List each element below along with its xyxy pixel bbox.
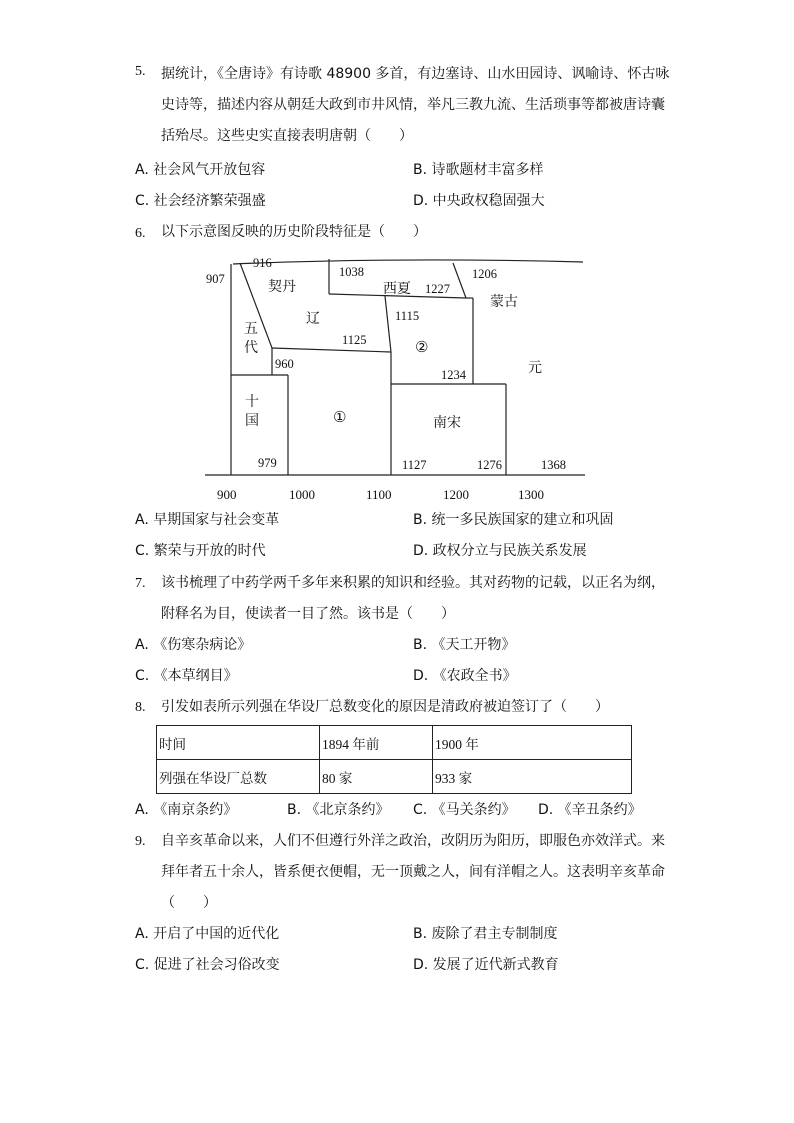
question-number: 8. <box>135 700 146 715</box>
option-a[interactable]: A. 早期国家与社会变革 <box>135 512 280 528</box>
option-b[interactable]: B. 统一多民族国家的建立和巩固 <box>413 512 614 528</box>
year-label: 979 <box>258 456 277 470</box>
question-text-line: 史诗等，描述内容从朝廷大政到市井风情，举凡三教九流、生活琐事等都被唐诗囊 <box>161 97 665 113</box>
region-label-menggu: 蒙古 <box>490 294 518 310</box>
year-label: 1227 <box>425 282 450 296</box>
year-label: 907 <box>206 272 225 286</box>
year-label: 1125 <box>342 333 367 347</box>
region-label-shiguo: 国 <box>245 413 259 429</box>
option-a[interactable]: A. 社会风气开放包容 <box>135 162 266 178</box>
table-cell: 1894 年前 <box>320 726 433 760</box>
question-text-line: 该书梳理了中药学两千多年来积累的知识和经验。其对药物的记载，以正名为纲， <box>161 575 665 591</box>
table-cell: 时间 <box>157 726 320 760</box>
option-a[interactable]: A. 《南京条约》 <box>135 802 238 818</box>
region-label-yuan: 元 <box>528 360 542 376</box>
region-label-xixia: 西夏 <box>383 281 411 297</box>
year-label: 1368 <box>541 458 566 472</box>
year-label: 916 <box>253 256 272 270</box>
timeline-diagram <box>0 245 794 505</box>
table-cell: 列强在华设厂总数 <box>157 760 320 794</box>
year-label: 1115 <box>395 309 420 323</box>
question-text-line: 自辛亥革命以来，人们不但遵行外洋之政治，改阴历为阳历，即服色亦效洋式。来 <box>161 833 665 849</box>
question-number: 9. <box>135 834 146 849</box>
option-b[interactable]: B. 《天工开物》 <box>413 637 516 653</box>
x-tick-label: 1300 <box>518 487 544 502</box>
region-labels <box>244 278 542 431</box>
option-a[interactable]: A. 开启了中国的近代化 <box>135 926 280 942</box>
question-text-line: 拜年者五十余人，皆系便衣便帽，无一顶戴之人，间有洋帽之人。这表明辛亥革命 <box>161 864 665 880</box>
factory-count-table <box>156 725 632 794</box>
year-label: 1276 <box>477 458 502 472</box>
region-label-circle-2: ② <box>415 338 429 356</box>
year-label: 1206 <box>472 267 497 281</box>
question-number: 5. <box>135 64 146 79</box>
question-number: 6. <box>135 226 146 241</box>
region-label-qidan: 契丹 <box>268 279 296 295</box>
region-label-liao: 辽 <box>306 311 320 327</box>
region-label-nansong: 南宋 <box>433 415 461 431</box>
option-a[interactable]: A. 《伤寒杂病论》 <box>135 637 252 653</box>
table-cell: 1900 年 <box>433 726 632 760</box>
option-d[interactable]: D. 《辛丑条约》 <box>538 802 642 818</box>
question-text-line: 以下示意图反映的历史阶段特征是（ ） <box>161 224 427 240</box>
question-text-line: 附释名为目，使读者一目了然。该书是（ ） <box>161 606 455 622</box>
question-text-line: 引发如表所示列强在华设厂总数变化的原因是清政府被迫签订了（ ） <box>161 699 609 715</box>
option-b[interactable]: B. 诗歌题材丰富多样 <box>413 162 544 178</box>
option-c[interactable]: C. 繁荣与开放的时代 <box>135 543 266 559</box>
table-row <box>157 726 632 760</box>
option-c[interactable]: C. 《本草纲目》 <box>135 668 238 684</box>
question-text-line: 括殆尽。这些史实直接表明唐朝（ ） <box>161 128 413 144</box>
question-text-line: （ ） <box>161 895 217 911</box>
year-label: 1038 <box>339 265 364 279</box>
option-c[interactable]: C. 促进了社会习俗改变 <box>135 957 280 973</box>
option-d[interactable]: D. 《农政全书》 <box>413 668 517 684</box>
x-tick-label: 900 <box>217 487 237 502</box>
question-text-line: 据统计，《全唐诗》有诗歌 48900 多首，有边塞诗、山水田园诗、讽喻诗、怀古咏 <box>161 66 670 82</box>
table-cell: 80 家 <box>320 760 433 794</box>
region-label-shiguo: 十 <box>245 394 259 410</box>
x-tick-label: 1100 <box>366 487 392 502</box>
option-c[interactable]: C. 社会经济繁荣强盛 <box>135 193 266 209</box>
option-b[interactable]: B. 《北京条约》 <box>287 802 390 818</box>
option-d[interactable]: D. 中央政权稳固强大 <box>413 193 545 209</box>
option-d[interactable]: D. 发展了近代新式教育 <box>413 957 559 973</box>
x-axis-ticks <box>217 487 544 502</box>
x-tick-label: 1200 <box>443 487 469 502</box>
year-label: 960 <box>275 357 294 371</box>
option-b[interactable]: B. 废除了君主专制制度 <box>413 926 558 942</box>
option-d[interactable]: D. 政权分立与民族关系发展 <box>413 543 587 559</box>
year-label: 1127 <box>402 458 427 472</box>
table-cell: 933 家 <box>433 760 632 794</box>
top-boundary <box>233 260 583 264</box>
region-label-circle-1: ① <box>333 408 347 426</box>
table-row <box>157 760 632 794</box>
question-number: 7. <box>135 576 146 591</box>
option-c[interactable]: C. 《马关条约》 <box>413 802 516 818</box>
x-tick-label: 1000 <box>289 487 315 502</box>
region-label-wudai: 五 <box>244 321 258 337</box>
year-label: 1234 <box>441 368 466 382</box>
region-label-wudai: 代 <box>244 340 258 356</box>
